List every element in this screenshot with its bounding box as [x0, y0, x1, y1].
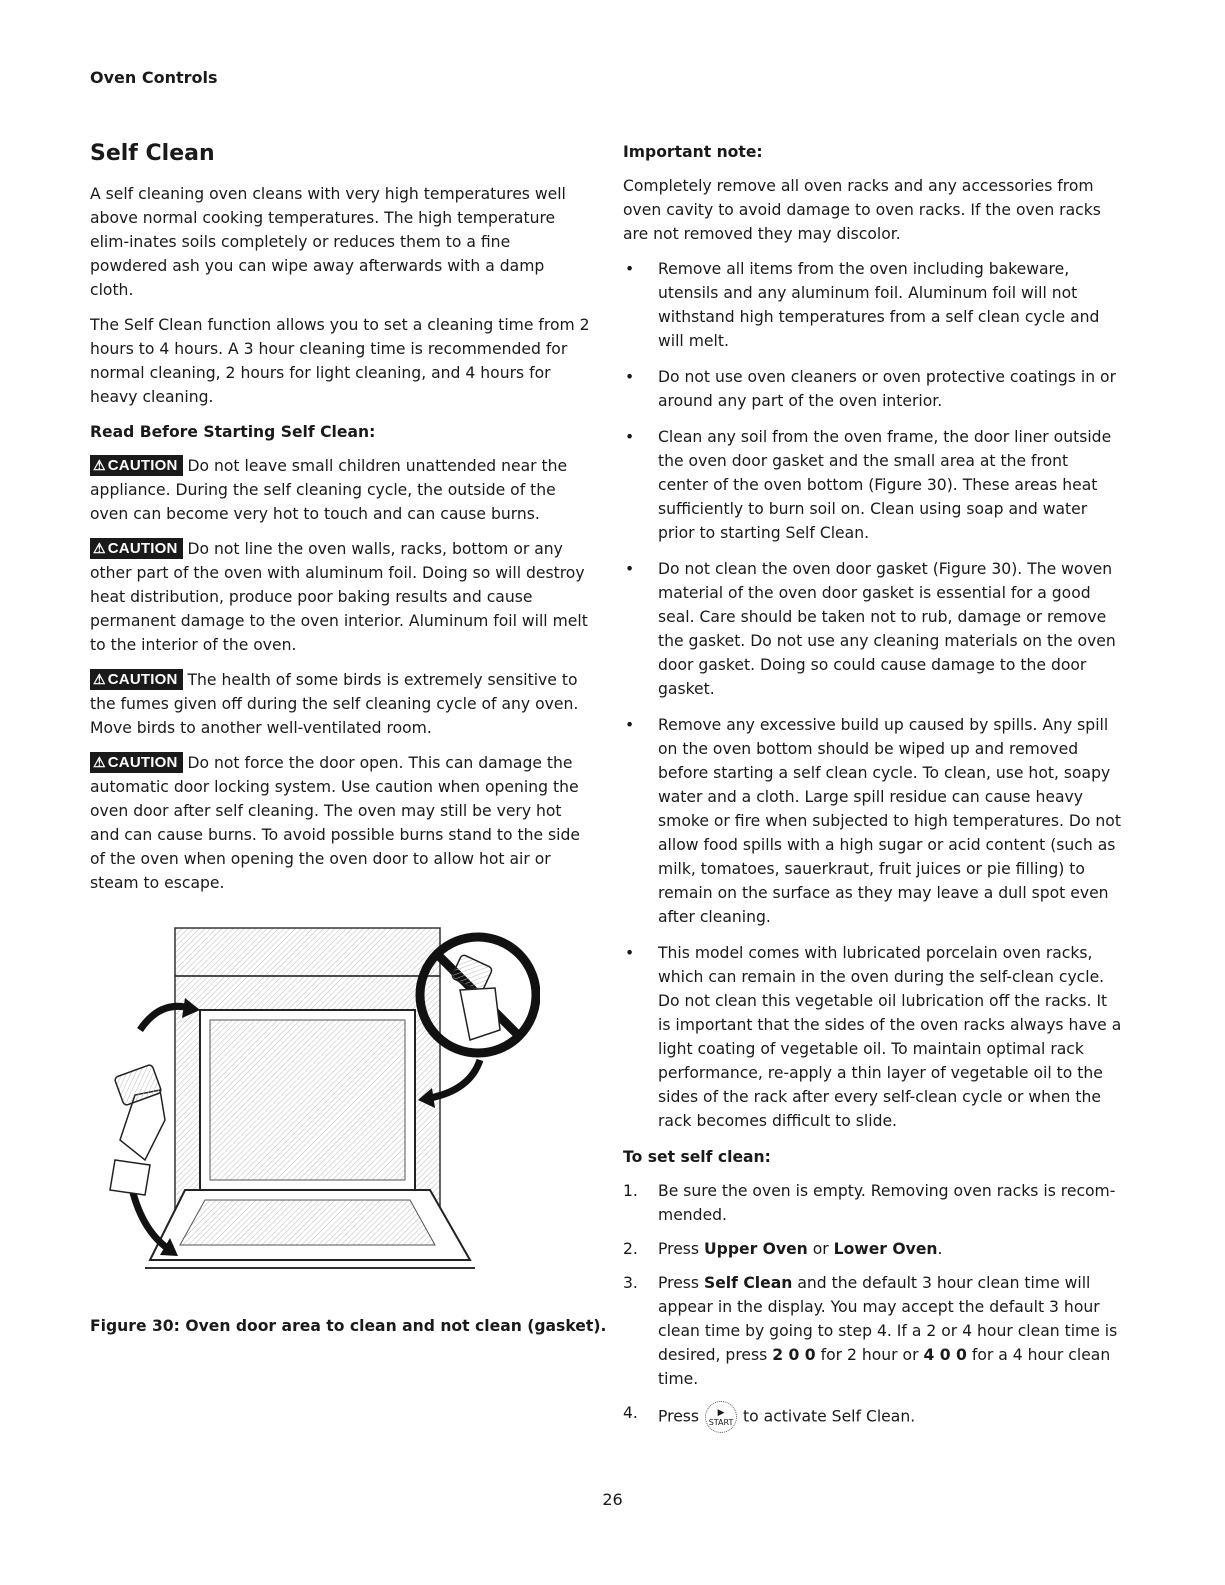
precaution-list [623, 257, 1123, 1133]
list-item: • Remove any excessive build up caused by spills. Any spill on the oven bottom should be wiped up and removed before starting a self clean cycle. To clean, use hot, soapy water and a cloth. Large spill residue can cause heavy smoke or fire when subjected to high temperatures. Do not allow food spills with a high sugar or acid content (such as milk, tomatoes, sauerkraut, fruit juices or pie filling) to remain on the surface as they may leave a dull spot even after cleaning. [623, 713, 1123, 929]
warning-icon: ⚠ [93, 671, 106, 687]
self-clean-key: Self Clean [704, 1274, 793, 1292]
oven-door-figure [100, 920, 540, 1300]
step-number: 3. [623, 1274, 638, 1292]
figure-caption: Figure 30: Oven door area to clean and not clean (gasket). [90, 1317, 607, 1335]
caution-paragraph-3: ⚠ CAUTION The health of some birds is extremely sensitive to the fumes given off during the self cleaning cycle of any oven. Move birds to another well-ventilated room. [90, 671, 579, 737]
door-window [180, 1200, 435, 1245]
list-item: • Remove all items from the oven including bakeware, utensils and any aluminum foil. Aluminum foil will not withstand high temperatures from a self clean cycle and will melt. [623, 257, 1123, 353]
page-number: 26 [602, 1490, 623, 1509]
right-column [623, 140, 1123, 1443]
warning-icon: ⚠ [93, 457, 106, 473]
key-200: 2 0 0 [772, 1346, 816, 1364]
key-400: 4 0 0 [923, 1346, 967, 1364]
caution-paragraph-2: ⚠ CAUTION Do not line the oven walls, racks, bottom or any other part of the oven with aluminum foil. Doing so will destroy heat distribution, produce poor baking results and cause permanent damage to the oven interior. Aluminum foil will melt to the interior of the oven. [90, 540, 588, 654]
warning-icon: ⚠ [93, 754, 106, 770]
start-icon: ▶ START [705, 1401, 737, 1433]
step-1: 1. Be sure the oven is empty. Removing oven racks is recom-mended. [623, 1179, 1123, 1227]
steps-list [623, 1179, 1123, 1433]
lower-oven-key: Lower Oven [833, 1240, 938, 1258]
list-item: • Do not use oven cleaners or oven protective coatings in or around any part of the oven interior. [623, 365, 1123, 413]
left-column [90, 140, 590, 906]
caution-badge: ⚠ CAUTION [90, 669, 183, 690]
list-item: • Clean any soil from the oven frame, the door liner outside the oven door gasket and the small area at the front center of the oven bottom (Figure 30). These areas heat sufficiently to burn soil on. Clean using soap and water prior to starting Self Clean. [623, 425, 1123, 545]
step-4: 4. Press ▶ START to activate Self Clean. [623, 1401, 1123, 1433]
caution-badge: ⚠ CAUTION [90, 538, 183, 559]
step-number: 1. [623, 1182, 638, 1200]
step-number: 4. [623, 1404, 638, 1422]
step-number: 2. [623, 1240, 638, 1258]
to-set-heading: To set self clean: [623, 1148, 771, 1166]
warning-icon: ⚠ [93, 540, 106, 556]
oven-interior [210, 1020, 405, 1180]
upper-oven-key: Upper Oven [704, 1240, 808, 1258]
list-item: • This model comes with lubricated porcelain oven racks, which can remain in the oven during the self-clean cycle. Do not clean this vegetable oil lubrication off the racks. It is important that the sides of the oven racks always have a light coating of vegetable oil. To maintain optimal rack performance, re-apply a thin layer of vegetable oil to the sides of the rack after every self-clean cycle or when the rack becomes difficult to slide. [623, 941, 1123, 1133]
important-note-heading: Important note: [623, 143, 763, 161]
intro-paragraph-1: A self cleaning oven cleans with very high temperatures well above normal cooking temperatures. The high temperature elim-inates soils completely or reduces them to a fine powdered ash you can wipe away afterwards with a damp cloth. [90, 185, 566, 299]
intro-paragraph-2: The Self Clean function allows you to set a cleaning time from 2 hours to 4 hours. A 3 hour cleaning time is recommended for normal cleaning, 2 hours for light cleaning, and 4 hours for heavy cleaning. [90, 316, 590, 406]
control-panel [175, 928, 440, 976]
play-icon: ▶ [717, 1408, 725, 1418]
caution-paragraph-1: ⚠ CAUTION Do not leave small children unattended near the appliance. During the self cleaning cycle, the outside of the oven can become very hot to touch and can cause burns. [90, 457, 568, 523]
oven-illustration [100, 920, 540, 1300]
read-before-heading: Read Before Starting Self Clean: [90, 423, 376, 441]
caution-badge: ⚠ CAUTION [90, 455, 183, 476]
page-title: Self Clean [90, 141, 215, 166]
step-3: 3. Press Self Clean and the default 3 hour clean time will appear in the display. You may accept the default 3 hour clean time by going to step 4. If a 2 or 4 hour clean time is desired, press 2 0 0 for 2 hour or 4 0 0 for a 4 hour clean time. [623, 1271, 1123, 1391]
hand-sponge-icon [110, 1064, 165, 1195]
step-2: 2. Press Upper Oven or Lower Oven. [623, 1237, 1123, 1261]
caution-badge: ⚠ CAUTION [90, 752, 183, 773]
caution-paragraph-4: ⚠ CAUTION Do not force the door open. This can damage the automatic door locking system. Use caution when opening the oven door after self cleaning. The oven may still be very hot and can cause burns. To avoid possible burns stand to the side of the oven when opening the oven door to allow hot air or steam to escape. [90, 754, 580, 892]
important-note-text: Completely remove all oven racks and any accessories from oven cavity to avoid damage to oven racks. If the oven racks are not removed they may discolor. [623, 177, 1101, 243]
section-header: Oven Controls [90, 68, 218, 87]
list-item: • Do not clean the oven door gasket (Figure 30). The woven material of the oven door gasket is essential for a good seal. Care should be taken not to rub, damage or remove the gasket. Do not use any cleaning materials on the oven door gasket. Doing so could cause damage to the door gasket. [623, 557, 1123, 701]
